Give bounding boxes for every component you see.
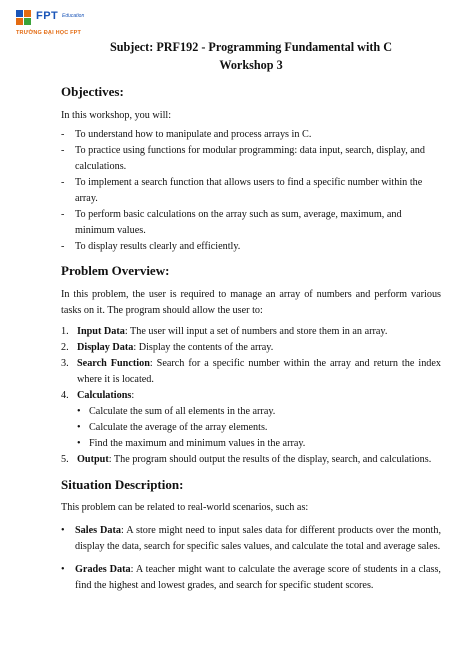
calculation-item: • Calculate the sum of all elements in the array.	[77, 406, 276, 417]
overview-list	[61, 324, 441, 468]
calculation-item: • Calculate the average of the array elements.	[77, 422, 268, 433]
objective-item: - To perform basic calculations on the array such as sum, average, maximum, and minimum values.	[61, 209, 402, 236]
logo-brand: FPT	[36, 10, 59, 22]
document-page	[61, 38, 441, 594]
situation-heading: Situation Description:	[61, 477, 184, 492]
objective-item: - To implement a search function that allows users to find a specific number within the array.	[61, 177, 423, 204]
calculation-item: • Find the maximum and minimum values in the array.	[77, 438, 306, 449]
situation-intro: This problem can be related to real-world scenarios, such as:	[61, 502, 309, 513]
situation-list	[61, 523, 441, 594]
objectives-list	[61, 127, 441, 255]
logo-tagline: Education	[62, 13, 85, 19]
title-workshop: Workshop 3	[219, 58, 283, 72]
objectives-intro: In this workshop, you will:	[61, 110, 172, 121]
overview-intro: In this problem, the user is required to manage an array of numbers and perform various tasks on it. The program should allow the user to:	[61, 289, 441, 316]
overview-item: 4. Calculations: • Calculate the sum of all elements in the array. • Calculate the average of the array elements. • Find the maximum and minimum values in the array.	[61, 388, 441, 452]
overview-item: 2. Display Data: Display the contents of the array.	[61, 342, 274, 353]
logo-school: TRƯỜNG ĐẠI HỌC FPT	[16, 30, 82, 36]
objective-item: - To practice using functions for modular programming: data input, search, display, and calculations.	[61, 145, 425, 172]
calculations-list	[61, 404, 441, 452]
title-subject: Subject: PRF192 - Programming Fundamental with C	[109, 40, 393, 54]
document-title	[61, 38, 441, 74]
situation-item: • Sales Data: A store might need to input sales data for different products over the month, display the data, search for specific sales values, and calculate the total and average sales.	[61, 525, 442, 552]
objective-item: - To understand how to manipulate and process arrays in C.	[61, 129, 312, 140]
situation-item: • Grades Data: A teacher might want to calculate the average score of students in a class, find the highest and lowest grades, and search for specific student scores.	[61, 564, 441, 591]
objectives-heading: Objectives:	[61, 84, 124, 99]
overview-item: 1. Input Data: The user will input a set of numbers and store them in an array.	[61, 326, 388, 337]
overview-heading: Problem Overview:	[61, 263, 170, 278]
overview-item: 3. Search Function: Search for a specific number within the array and return the index where it is located.	[61, 358, 441, 385]
objective-item: - To display results clearly and efficiently.	[61, 241, 241, 252]
overview-item: 5. Output: The program should output the results of the display, search, and calculations.	[61, 454, 432, 465]
